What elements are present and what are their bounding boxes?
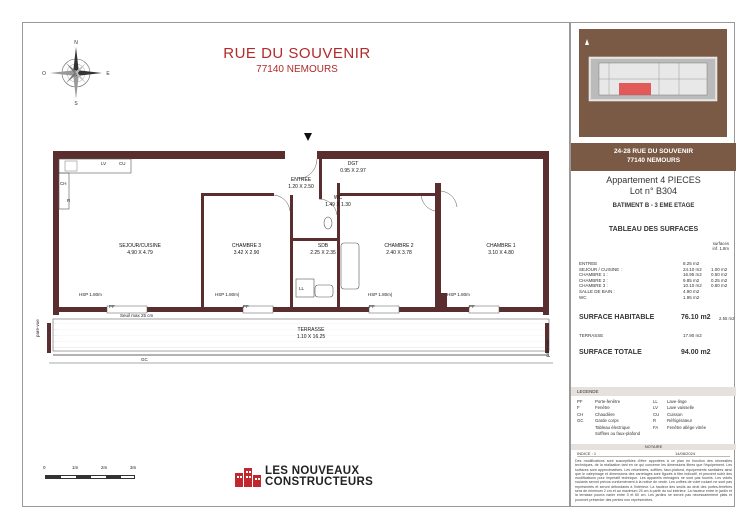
plan-sheet bbox=[22, 22, 570, 507]
info-panel bbox=[570, 22, 735, 507]
total-row bbox=[579, 349, 711, 356]
label-gc: GC bbox=[141, 357, 148, 362]
surface-name: WC bbox=[579, 294, 587, 300]
notes-title: NOTAIRE bbox=[571, 444, 736, 450]
apartment-info bbox=[571, 175, 736, 197]
legend-value: Fenêtre allège vitrée bbox=[667, 424, 707, 430]
legend-value: Réfrigérateur bbox=[667, 418, 693, 424]
room-sejour: SEJOUR/CUISINE 4.90 X 4.79 bbox=[119, 243, 161, 256]
legend-key: CH bbox=[577, 411, 584, 417]
scale-bar bbox=[45, 465, 165, 483]
label-cu: CU bbox=[119, 161, 126, 166]
logo-line-2: CONSTRUCTEURS bbox=[265, 476, 374, 488]
compass-e: E bbox=[106, 71, 110, 77]
surface-name: SALLE DE BAIN : bbox=[579, 288, 615, 294]
surface-name: CHAMBRE 2 : bbox=[579, 277, 608, 283]
building-thumbnail bbox=[579, 29, 727, 137]
room-chambre-3: CHAMBRE 3 3.42 X 2.90 bbox=[231, 243, 262, 256]
total-label: SURFACE TOTALE bbox=[579, 349, 642, 356]
company-logo bbox=[233, 465, 393, 489]
surface-name: ENTREE bbox=[579, 261, 598, 266]
room-chambre-1: CHAMBRE 1 3.10 X 4.80 bbox=[486, 243, 516, 256]
surface-low: 0.25 m2 bbox=[711, 277, 728, 283]
terrasse-row bbox=[579, 333, 729, 338]
floor-plan bbox=[23, 23, 571, 508]
surface-low: 1.00 m2 bbox=[711, 266, 728, 272]
scale-0: 0 bbox=[43, 465, 46, 470]
apartment-type: Appartement 4 PIECES bbox=[606, 175, 701, 185]
batiment-label: BATIMENT B - 3 EME ETAGE bbox=[612, 203, 695, 209]
col-surfaces: surfaces bbox=[712, 241, 729, 246]
surface-name: SEJOUR / CUISINE : bbox=[579, 266, 622, 272]
room-dgt: DGT 0.95 X 2.97 bbox=[340, 161, 366, 174]
legend-key: LV bbox=[653, 405, 658, 411]
entry-arrow-icon bbox=[304, 133, 312, 141]
logo-mark-icon bbox=[233, 465, 263, 489]
legend-key: LL bbox=[653, 399, 658, 404]
surfaces-table-title: TABLEAU DES SURFACES bbox=[608, 226, 699, 233]
address-line-2: 77140 NEMOURS bbox=[626, 157, 681, 164]
label-hsp-4: HSP 1.80m bbox=[447, 292, 470, 297]
legend-value: Fenêtre bbox=[595, 405, 610, 411]
legend-key: R bbox=[653, 418, 657, 424]
habitable-value: 76.10 m2 bbox=[681, 314, 711, 321]
label-ll: LL bbox=[299, 286, 305, 291]
label-hsp-2: HSP 1.80m| bbox=[215, 292, 240, 297]
surface-value: 1.95 m2 bbox=[683, 294, 700, 300]
compass-n: N bbox=[74, 40, 78, 46]
label-ch: CH bbox=[60, 181, 67, 186]
scale-1m: 1m bbox=[72, 465, 79, 470]
legend bbox=[577, 399, 732, 437]
legend-key: PF bbox=[577, 399, 583, 404]
col-low: inf. 1.8m bbox=[712, 246, 729, 251]
indice-date: 14/08/2024 bbox=[675, 451, 696, 456]
surface-value: 8.25 m2 bbox=[683, 261, 700, 266]
room-chambre-2: CHAMBRE 2 2.40 X 3.78 bbox=[384, 243, 414, 256]
legend-value: Lave vaisselle bbox=[667, 405, 694, 411]
room-terrasse: TERRASSE 1.10 X 16.25 bbox=[296, 327, 326, 340]
habitable-low: 2.55 m2 bbox=[719, 316, 735, 321]
label-r: R bbox=[67, 198, 71, 203]
surface-name: CHAMBRE 3 : bbox=[579, 283, 608, 289]
indice-row bbox=[577, 451, 730, 457]
habitable-row bbox=[579, 314, 735, 321]
city-title: 77140 NEMOURS bbox=[256, 64, 338, 75]
disclaimer-notes: Des modifications sont susceptibles d'être apportées à ce plan en fonction des nécessités techniques, de la réalisation tant en ce qui concerne les dimensions libres que l'équipement. Les surfaces sont approximatives. Les retombées, soffites, faux-plafond, équipements sanitaires ainsi que le calepinage et dimensions des carrelages sont figurés à titre indicatif, et peuvent subir des modifications pour impératif technique. Les appareils ménagers ne sont pas fournis. Les volets roulants seront prévus conformément à la notice de vente. Les coffres de volet roulant ne sont pas représentés et seront débordants à l'intérieur. La hauteur des seuils au droit des portes-fenêtres sera de minimum 2 cm et au maximum 25 cm à partir du sol intérieur. La hauteur entre le jardin et la terrasse pourra varier entre 0 et 60 cm. Les jardins ne seront pas nécessairement plats et pourront présenter des pentes non représentées. bbox=[575, 459, 732, 502]
surface-value: 16.95 m2 bbox=[683, 272, 702, 278]
address-line-1: 24-28 RUE DU SOUVENIR bbox=[613, 148, 694, 155]
total-value: 94.00 m2 bbox=[681, 349, 711, 356]
compass-o: O bbox=[42, 71, 46, 77]
surface-low: 0.80 m2 bbox=[711, 283, 728, 289]
legend-value: Soffites ou faux-plafond bbox=[595, 430, 641, 436]
street-title: RUE DU SOUVENIR bbox=[223, 45, 371, 62]
legend-value: Porte-fenêtre bbox=[595, 399, 621, 404]
legend-value: Cuisson bbox=[667, 411, 683, 417]
address-header bbox=[571, 143, 736, 171]
label-seuil: Seuil max 25 cm bbox=[120, 313, 154, 318]
label-hsp-3: HSP 1.80m| bbox=[368, 292, 393, 297]
terrasse-value: 17.90 m2 bbox=[683, 333, 702, 338]
surface-value: 4.90 m2 bbox=[683, 288, 700, 294]
surfaces-table bbox=[579, 261, 729, 300]
room-sdb: SDB 2.25 X 2.35 bbox=[310, 243, 336, 256]
room-entree: ENTREE 1.20 X 2.50 bbox=[288, 177, 314, 190]
compass-s: S bbox=[74, 101, 78, 105]
scale-2m: 2m bbox=[101, 465, 108, 470]
scale-3m: 3m bbox=[130, 465, 137, 470]
label-hsp-1: HSP 1.80m bbox=[79, 292, 102, 297]
surface-value: 9.85 m2 bbox=[683, 277, 700, 283]
label-pf-1: PF bbox=[109, 304, 115, 309]
label-pf-3: PF bbox=[369, 304, 375, 309]
apartment-lot: Lot n° B304 bbox=[629, 186, 678, 196]
legend-row bbox=[577, 431, 732, 437]
legend-value: Tableau électrique bbox=[595, 424, 630, 430]
legend-key: CU bbox=[653, 411, 660, 417]
habitable-label: SURFACE HABITABLE bbox=[579, 314, 655, 321]
legend-value: Lave-linge bbox=[667, 399, 687, 404]
indice-label: INDICE : 1 bbox=[577, 451, 597, 456]
legend-title: LEGENDE bbox=[571, 387, 736, 396]
label-pf-2: PF bbox=[243, 304, 249, 309]
surface-low: 0.50 m2 bbox=[711, 272, 728, 278]
legend-value: Chaudière bbox=[595, 411, 615, 417]
legend-key: GC bbox=[577, 418, 584, 424]
surface-value: 10.10 m2 bbox=[683, 283, 702, 289]
surface-row bbox=[579, 295, 729, 301]
label-pare-vue-right: pare-vue bbox=[545, 339, 550, 357]
label-pf-4: PF bbox=[469, 304, 475, 309]
label-pare-vue-left: pare-vue bbox=[35, 319, 40, 337]
legend-value: Garde corps bbox=[595, 418, 619, 424]
terrasse-label: TERRASSE bbox=[579, 333, 604, 338]
legend-key: F bbox=[577, 405, 580, 411]
legend-key: FA bbox=[653, 424, 659, 430]
surface-name: CHAMBRE 1 : bbox=[579, 272, 608, 278]
surface-value: 24.10 m2 bbox=[683, 266, 702, 272]
logo-line-1: LES NOUVEAUX bbox=[265, 465, 360, 477]
room-wc: WC 1.49 X 1.30 bbox=[325, 195, 351, 208]
label-lv: LV bbox=[101, 161, 107, 166]
